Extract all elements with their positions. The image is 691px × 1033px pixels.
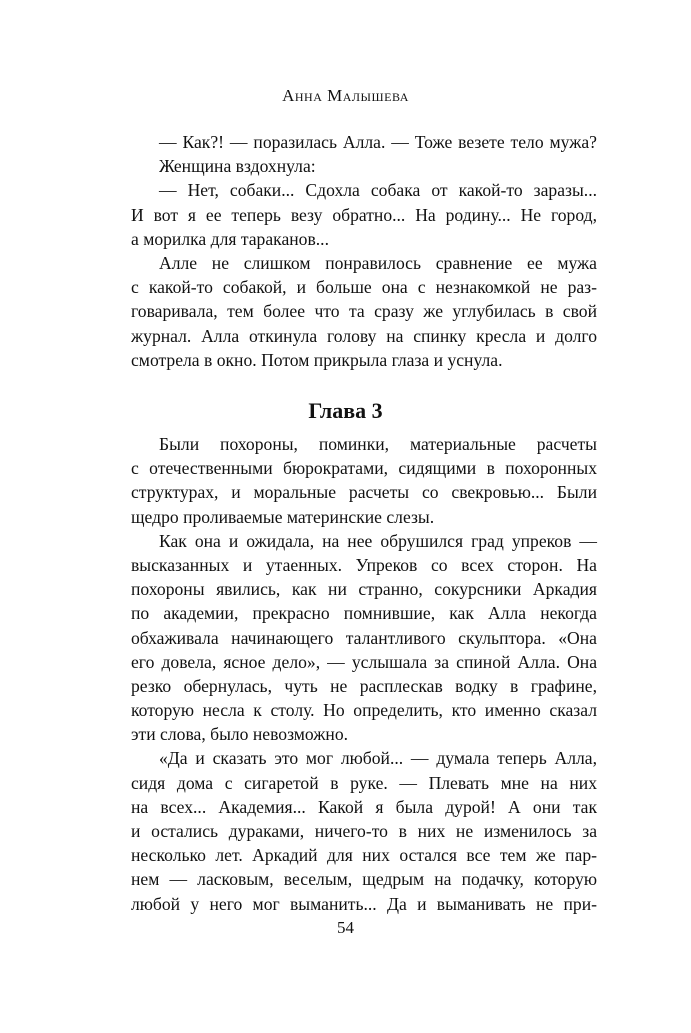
- text-line: «Да и сказать это мог любой... — думала теперь Алла,: [159, 748, 597, 769]
- text-line: щедро проливаемые материнские слезы.: [131, 506, 435, 527]
- text-line: и остались дураками, ничего-то в них не изменилось за: [131, 821, 597, 841]
- text-line: его довела, ясное дело», — услышала за спиной Алла. Она: [131, 651, 597, 672]
- chapter-title: Глава 3: [308, 398, 383, 423]
- text-line: с отечественными бюрократами, сидящими в похоронных: [131, 458, 597, 479]
- text-line: Как она и ожидала, на нее обрушился град упреков —: [159, 530, 597, 551]
- text-line: несколько лет. Аркадий для них остался все тем же пар-: [131, 845, 597, 866]
- text-line: Алле не слишком понравилось сравнение ее мужа: [159, 252, 597, 273]
- page-number: 54: [337, 918, 354, 937]
- text-line: Были похороны, поминки, материальные расчеты: [159, 434, 597, 454]
- text-line: на всех... Академия... Какой я была дурой! А они так: [131, 796, 597, 817]
- text-line: — Как?! — поразилась Алла. — Тоже везете тело мужа?: [159, 132, 597, 152]
- text-line: любой у него мог выманить... Да и выманивать не при-: [131, 893, 597, 914]
- text-line: а морилка для тараканов...: [131, 228, 329, 249]
- text-line: говаривала, тем более что та сразу же углубилась в свой: [131, 301, 597, 322]
- text-line: похороны явились, как ни странно, сокурсники Аркадия: [131, 579, 597, 600]
- text-line: высказанных и утаенных. Упреков со всех сторон. На: [131, 554, 597, 575]
- text-line: по академии, прекрасно помнившие, как Алла некогда: [131, 603, 597, 624]
- text-block-before-chapter: [131, 130, 597, 372]
- text-line: И вот я ее теперь везу обратно... На родину... Не город,: [131, 204, 597, 225]
- text-line: которую несла к столу. Но определить, кто именно сказал: [131, 700, 597, 721]
- text-line: обхаживала начинающего талантливого скульптора. «Она: [131, 627, 597, 648]
- text-line: Женщина вздохнула:: [159, 156, 316, 177]
- running-head: Анна Малышева: [282, 86, 409, 105]
- text-block-chapter-body: [131, 432, 597, 916]
- text-line: смотрела в окно. Потом прикрыла глаза и уснула.: [131, 349, 503, 370]
- text-line: журнал. Алла откинула голову на спинку кресла и долго: [131, 325, 597, 346]
- text-line: с какой-то собакой, и больше она с незнакомкой не раз-: [131, 277, 597, 298]
- text-line: структурах, и моральные расчеты со свекровью... Были: [131, 482, 597, 503]
- text-line: резко обернулась, чуть не расплескав водку в графине,: [131, 675, 597, 696]
- text-line: сидя дома с сигаретой в руке. — Плевать мне на них: [131, 772, 597, 793]
- text-line: — Нет, собаки... Сдохла собака от какой-то заразы...: [159, 180, 597, 201]
- text-line: эти слова, было невозможно.: [131, 724, 349, 745]
- text-line: нем — ласковым, веселым, щедрым на подачку, которую: [131, 869, 597, 890]
